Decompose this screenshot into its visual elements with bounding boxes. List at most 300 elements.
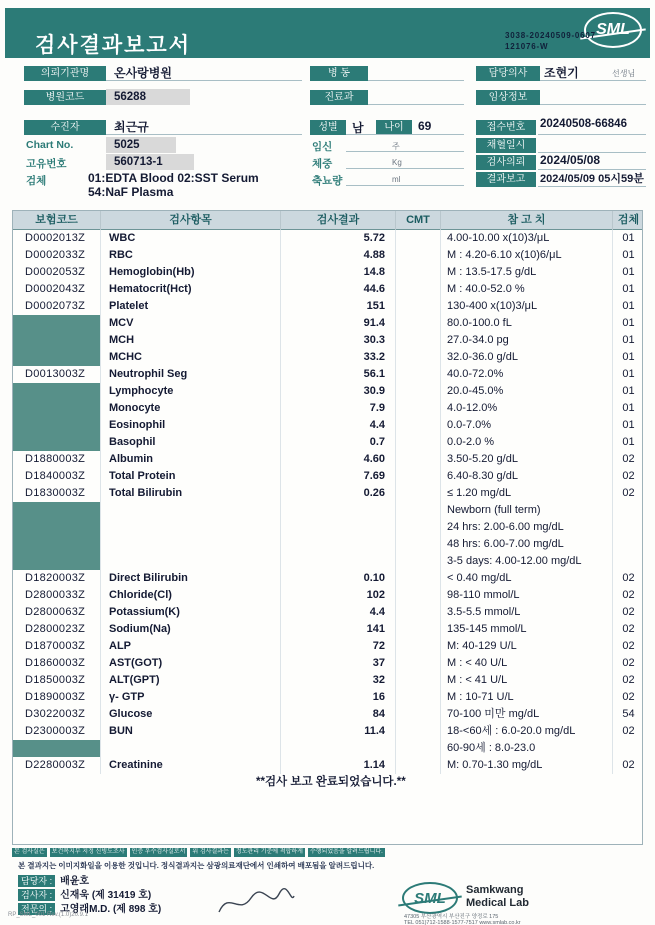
cell-ref: 3.5-5.5 mmol/L bbox=[441, 604, 613, 621]
cell-result: 0.10 bbox=[281, 570, 396, 587]
cell-code bbox=[13, 536, 101, 553]
column-header-spec: 검체 bbox=[617, 214, 640, 226]
staff-role-label: 담당자 : bbox=[18, 875, 55, 887]
cell-code bbox=[13, 417, 101, 434]
cell-ref: 32.0-36.0 g/dL bbox=[441, 349, 613, 366]
receipt-value: 20240508-66846 bbox=[540, 118, 627, 130]
cell-code: D1850003Z bbox=[13, 672, 101, 689]
reference-number-line2: 121076-W bbox=[505, 42, 549, 51]
cell-spec: 01 bbox=[622, 249, 635, 261]
age-value: 69 bbox=[418, 119, 432, 133]
cell-item: MCH bbox=[101, 332, 281, 349]
staff-role-label: 검사자 : bbox=[18, 889, 55, 901]
cell-ref: 40.0-72.0% bbox=[441, 366, 613, 383]
cell-item: Total Protein bbox=[101, 468, 281, 485]
lab-address bbox=[404, 914, 634, 925]
cell-result: 11.4 bbox=[281, 723, 396, 740]
cell-spec: 02 bbox=[622, 674, 635, 686]
cell-code bbox=[13, 434, 101, 451]
cell-cmt bbox=[396, 638, 441, 655]
cell-cmt bbox=[396, 281, 441, 298]
chart-no-value: 5025 bbox=[106, 137, 176, 153]
cell-item: Eosinophil bbox=[101, 417, 281, 434]
table-row bbox=[13, 400, 642, 417]
cell-item: Sodium(Na) bbox=[101, 621, 281, 638]
cell-result: 102 bbox=[281, 587, 396, 604]
staff-line bbox=[18, 874, 161, 887]
table-row bbox=[13, 740, 642, 757]
hospital-code-value: 56288 bbox=[106, 89, 190, 105]
doctor-label: 담당의사 bbox=[476, 66, 540, 81]
cell-code: D0002013Z bbox=[13, 230, 101, 247]
ward-label: 병 동 bbox=[310, 66, 368, 81]
cell-result bbox=[281, 740, 396, 757]
cell-cmt bbox=[396, 689, 441, 706]
specimen-label: 검체 bbox=[26, 175, 47, 187]
cell-result: 141 bbox=[281, 621, 396, 638]
cell-result: 33.2 bbox=[281, 349, 396, 366]
specimen-line1: 01:EDTA Blood 02:SST Serum bbox=[88, 171, 259, 185]
cell-ref: 130-400 x(10)3/μL bbox=[441, 298, 613, 315]
table-row bbox=[13, 349, 642, 366]
cell-code: D0002073Z bbox=[13, 298, 101, 315]
lab-logo-text: SML bbox=[414, 889, 446, 907]
table-row bbox=[13, 689, 642, 706]
cell-spec: 54 bbox=[622, 708, 635, 720]
staff-block bbox=[18, 874, 161, 916]
table-row bbox=[13, 332, 642, 349]
cell-result: 44.6 bbox=[281, 281, 396, 298]
clinical-info-field bbox=[540, 87, 646, 105]
cell-code: D2800033Z bbox=[13, 587, 101, 604]
cell-item: Creatinine bbox=[101, 757, 281, 774]
cell-item bbox=[101, 553, 281, 570]
reported-label: 결과보고 bbox=[476, 172, 536, 187]
cell-item: γ- GTP bbox=[101, 689, 281, 706]
lab-name bbox=[466, 884, 529, 910]
cell-result: 84 bbox=[281, 706, 396, 723]
cell-code bbox=[13, 315, 101, 332]
cell-cmt bbox=[396, 706, 441, 723]
requested-label: 검사의뢰 bbox=[476, 155, 536, 170]
cell-result: 30.3 bbox=[281, 332, 396, 349]
cell-cmt bbox=[396, 757, 441, 774]
cell-cmt bbox=[396, 366, 441, 383]
cell-spec: 02 bbox=[622, 589, 635, 601]
cell-item: WBC bbox=[101, 230, 281, 247]
cell-item: MCV bbox=[101, 315, 281, 332]
cell-item: Neutrophil Seg bbox=[101, 366, 281, 383]
cell-item: Monocyte bbox=[101, 400, 281, 417]
cell-item: ALT(GPT) bbox=[101, 672, 281, 689]
cell-code: D1880003Z bbox=[13, 451, 101, 468]
cell-item: AST(GOT) bbox=[101, 655, 281, 672]
cell-spec: 01 bbox=[622, 283, 635, 295]
cell-result: 30.9 bbox=[281, 383, 396, 400]
cell-result: 5.72 bbox=[281, 230, 396, 247]
cell-result: 14.8 bbox=[281, 264, 396, 281]
cell-cmt bbox=[396, 570, 441, 587]
pregnancy-unit: 주 bbox=[392, 142, 400, 151]
weight-underline bbox=[346, 153, 464, 169]
table-row bbox=[13, 655, 642, 672]
cell-cmt bbox=[396, 723, 441, 740]
table-row bbox=[13, 519, 642, 536]
weight-label: 체중 bbox=[312, 158, 333, 170]
cell-code bbox=[13, 519, 101, 536]
table-row bbox=[13, 757, 642, 774]
cell-result: 4.60 bbox=[281, 451, 396, 468]
cell-ref: ≤ 1.20 mg/dL bbox=[441, 485, 613, 502]
cell-ref: M : 13.5-17.5 g/dL bbox=[441, 264, 613, 281]
table-row bbox=[13, 468, 642, 485]
patient-name-value: 최근규 bbox=[114, 120, 149, 134]
cell-cmt bbox=[396, 434, 441, 451]
lab-logo bbox=[402, 882, 458, 914]
table-row bbox=[13, 502, 642, 519]
cell-ref: 3.50-5.20 g/dL bbox=[441, 451, 613, 468]
cell-item: Direct Bilirubin bbox=[101, 570, 281, 587]
disclaimer-segment: 인증 우수검사실로서 bbox=[131, 849, 186, 855]
receipt-label: 접수번호 bbox=[476, 120, 536, 135]
results-table bbox=[12, 210, 643, 845]
specimen-line2: 54:NaF Plasma bbox=[88, 185, 174, 199]
table-row bbox=[13, 638, 642, 655]
cell-spec: 02 bbox=[622, 623, 635, 635]
reference-number bbox=[505, 30, 596, 52]
cell-ref: M : < 40 U/L bbox=[441, 655, 613, 672]
cell-cmt bbox=[396, 740, 441, 757]
cell-ref: M : 10-71 U/L bbox=[441, 689, 613, 706]
disclaimer-fine-print bbox=[12, 848, 643, 857]
cell-item: Hematocrit(Hct) bbox=[101, 281, 281, 298]
table-row bbox=[13, 587, 642, 604]
cell-spec: 01 bbox=[622, 368, 635, 380]
table-row bbox=[13, 230, 642, 247]
cell-item: ALP bbox=[101, 638, 281, 655]
cell-code bbox=[13, 400, 101, 417]
table-row bbox=[13, 706, 642, 723]
cell-item: Basophil bbox=[101, 434, 281, 451]
cell-cmt bbox=[396, 451, 441, 468]
patient-name-field bbox=[106, 117, 302, 135]
cell-code: D2800063Z bbox=[13, 604, 101, 621]
cell-spec: 02 bbox=[622, 759, 635, 771]
page-title: 검사결과보고서 bbox=[35, 34, 192, 57]
cell-spec: 01 bbox=[622, 232, 635, 244]
cell-spec bbox=[613, 553, 644, 570]
cell-ref: Newborn (full term) bbox=[441, 502, 613, 519]
cell-result: 0.7 bbox=[281, 434, 396, 451]
cell-code: D0002043Z bbox=[13, 281, 101, 298]
document-code: RP_SML_001 Rev.(1.0)20.9.1 bbox=[8, 912, 88, 918]
table-row bbox=[13, 570, 642, 587]
cell-item: Glucose bbox=[101, 706, 281, 723]
pregnancy-underline bbox=[346, 136, 464, 152]
table-row bbox=[13, 247, 642, 264]
cell-code: D1830003Z bbox=[13, 485, 101, 502]
cell-cmt bbox=[396, 383, 441, 400]
cell-result: 32 bbox=[281, 672, 396, 689]
cell-spec: 01 bbox=[622, 402, 635, 414]
cell-item bbox=[101, 536, 281, 553]
table-row bbox=[13, 672, 642, 689]
disclaimer-segment: 수행되었음을 알려드립니다. bbox=[309, 849, 383, 855]
staff-role-label: 전문의 : bbox=[18, 903, 55, 915]
cell-cmt bbox=[396, 417, 441, 434]
department-field bbox=[368, 87, 464, 105]
cell-item: Lymphocyte bbox=[101, 383, 281, 400]
column-header-result: 검사결과 bbox=[281, 211, 396, 230]
cell-code: D2300003Z bbox=[13, 723, 101, 740]
cell-cmt bbox=[396, 400, 441, 417]
disclaimer-segment: 위 검사결과는 bbox=[192, 849, 229, 855]
cell-spec bbox=[613, 536, 644, 553]
cell-cmt bbox=[396, 621, 441, 638]
disclaimer-segment: 보건복지부 지정 신빙도조사 bbox=[51, 849, 125, 855]
cell-cmt bbox=[396, 485, 441, 502]
disclaimer-segment: 정도관리 기준에 적합하게 bbox=[235, 849, 303, 855]
pregnancy-label: 임신 bbox=[312, 141, 333, 153]
lab-address-line2: TEL 051)712-1588·1577-7517 www.smlab.co.kr bbox=[404, 920, 521, 925]
table-row bbox=[13, 383, 642, 400]
lab-name-line2: Medical Lab bbox=[466, 897, 529, 909]
uid-value: 560713-1 bbox=[106, 154, 194, 170]
cell-cmt bbox=[396, 468, 441, 485]
requested-field bbox=[538, 152, 646, 170]
cell-code: D1860003Z bbox=[13, 655, 101, 672]
table-row bbox=[13, 723, 642, 740]
staff-name-value: 배윤호 bbox=[60, 876, 90, 887]
cell-code: D3022003Z bbox=[13, 706, 101, 723]
table-row bbox=[13, 417, 642, 434]
cell-result bbox=[281, 536, 396, 553]
cell-code: D2800023Z bbox=[13, 621, 101, 638]
cell-item: Potassium(K) bbox=[101, 604, 281, 621]
cell-item: RBC bbox=[101, 247, 281, 264]
cell-item: Hemoglobin(Hb) bbox=[101, 264, 281, 281]
doctor-field bbox=[540, 63, 646, 81]
cell-ref: 4.0-12.0% bbox=[441, 400, 613, 417]
cell-cmt bbox=[396, 298, 441, 315]
cell-result: 4.88 bbox=[281, 247, 396, 264]
gender-age-underline bbox=[346, 118, 464, 135]
table-row bbox=[13, 553, 642, 570]
cell-result: 37 bbox=[281, 655, 396, 672]
cell-code: D1820003Z bbox=[13, 570, 101, 587]
cell-result: 1.14 bbox=[281, 757, 396, 774]
cell-spec: 01 bbox=[622, 351, 635, 363]
cell-cmt bbox=[396, 672, 441, 689]
cell-cmt bbox=[396, 264, 441, 281]
cell-cmt bbox=[396, 536, 441, 553]
cell-ref: 60-90세 : 8.0-23.0 bbox=[441, 740, 613, 757]
cell-cmt bbox=[396, 553, 441, 570]
uid-label: 고유번호 bbox=[26, 158, 67, 170]
cell-result bbox=[281, 553, 396, 570]
cell-spec: 01 bbox=[622, 334, 635, 346]
cell-ref: 20.0-45.0% bbox=[441, 383, 613, 400]
cell-spec: 01 bbox=[622, 436, 635, 448]
collected-field bbox=[538, 135, 646, 153]
cell-spec: 02 bbox=[622, 606, 635, 618]
cell-result: 91.4 bbox=[281, 315, 396, 332]
cell-code: D0002033Z bbox=[13, 247, 101, 264]
cell-spec: 01 bbox=[622, 300, 635, 312]
cell-item: Albumin bbox=[101, 451, 281, 468]
cell-ref: 3-5 days: 4.00-12.00 mg/dL bbox=[441, 553, 613, 570]
table-row bbox=[13, 536, 642, 553]
cell-ref: 80.0-100.0 fL bbox=[441, 315, 613, 332]
org-value: 온사랑병원 bbox=[114, 66, 172, 80]
table-row bbox=[13, 315, 642, 332]
urine-unit: ml bbox=[392, 175, 401, 184]
gender-label: 성별 bbox=[310, 120, 346, 135]
cell-ref: M : < 41 U/L bbox=[441, 672, 613, 689]
cell-ref: 135-145 mmol/L bbox=[441, 621, 613, 638]
cell-item: Total Bilirubin bbox=[101, 485, 281, 502]
cell-spec bbox=[613, 502, 644, 519]
table-message-row bbox=[13, 774, 642, 791]
cell-spec bbox=[613, 519, 644, 536]
cell-code bbox=[13, 383, 101, 400]
cell-spec: 01 bbox=[622, 317, 635, 329]
results-table-header bbox=[13, 211, 642, 230]
disclaimer-segment: 본 검사실은 bbox=[14, 849, 45, 855]
cell-ref: 6.40-8.30 g/dL bbox=[441, 468, 613, 485]
cell-cmt bbox=[396, 230, 441, 247]
cell-item: MCHC bbox=[101, 349, 281, 366]
gender-value: 남 bbox=[352, 121, 364, 135]
reported-field bbox=[538, 169, 646, 187]
receipt-field bbox=[538, 117, 646, 135]
cell-code: D2280003Z bbox=[13, 757, 101, 774]
cell-item: Chloride(Cl) bbox=[101, 587, 281, 604]
cell-cmt bbox=[396, 315, 441, 332]
cell-result: 72 bbox=[281, 638, 396, 655]
clinical-info-label: 임상정보 bbox=[476, 90, 540, 105]
column-header-item: 검사항목 bbox=[101, 211, 281, 230]
cell-code bbox=[13, 332, 101, 349]
table-row bbox=[13, 451, 642, 468]
cell-code: D1890003Z bbox=[13, 689, 101, 706]
doctor-value: 조현기 bbox=[544, 66, 579, 80]
hospital-code-label: 병원코드 bbox=[24, 90, 106, 105]
weight-unit: Kg bbox=[392, 158, 402, 167]
reference-number-line1: 3038-20240509-0607 bbox=[505, 31, 596, 40]
table-row bbox=[13, 298, 642, 315]
cell-spec: 02 bbox=[622, 691, 635, 703]
reported-value: 2024/05/09 05시59분 bbox=[540, 173, 644, 185]
urine-underline bbox=[346, 170, 464, 186]
cell-spec: 02 bbox=[622, 487, 635, 499]
cell-spec: 02 bbox=[622, 640, 635, 652]
collected-label: 채혈일시 bbox=[476, 138, 536, 153]
table-row bbox=[13, 621, 642, 638]
cell-result: 16 bbox=[281, 689, 396, 706]
column-header-ref: 참 고 치 bbox=[441, 211, 613, 230]
cell-code: D1840003Z bbox=[13, 468, 101, 485]
cell-result: 4.4 bbox=[281, 604, 396, 621]
cell-code bbox=[13, 740, 101, 757]
staff-name-value: 고영래M.D. (제 898 호) bbox=[60, 904, 162, 915]
table-row bbox=[13, 366, 642, 383]
disclaimer-line: 본 결과지는 이미지화일을 이용한 것입니다. 정식결과지는 삼광의료재단에서 인쇄하여 배포됨을 알려드립니다. bbox=[18, 861, 375, 870]
cell-item: Platelet bbox=[101, 298, 281, 315]
cell-spec: 02 bbox=[622, 470, 635, 482]
cell-ref: 24 hrs: 2.00-6.00 mg/dL bbox=[441, 519, 613, 536]
requested-value: 2024/05/08 bbox=[540, 153, 601, 167]
sml-logo-text: SML bbox=[596, 21, 630, 38]
table-row bbox=[13, 264, 642, 281]
staff-name-value: 신재욱 (제 31419 호) bbox=[60, 890, 152, 901]
cell-ref: 18-<60세 : 6.0-20.0 mg/dL bbox=[441, 723, 613, 740]
doctor-suffix: 선생님 bbox=[612, 69, 636, 78]
cell-code bbox=[13, 553, 101, 570]
cell-result: 0.26 bbox=[281, 485, 396, 502]
cell-cmt bbox=[396, 247, 441, 264]
cell-code bbox=[13, 349, 101, 366]
cell-ref: 70-100 미만 mg/dL bbox=[441, 706, 613, 723]
cell-spec: 02 bbox=[622, 725, 635, 737]
cell-ref: 27.0-34.0 pg bbox=[441, 332, 613, 349]
cell-result bbox=[281, 502, 396, 519]
department-label: 진료과 bbox=[310, 90, 368, 105]
cell-result bbox=[281, 519, 396, 536]
cell-spec: 01 bbox=[622, 419, 635, 431]
cell-cmt bbox=[396, 502, 441, 519]
cell-ref: < 0.40 mg/dL bbox=[441, 570, 613, 587]
cell-ref: M: 40-129 U/L bbox=[441, 638, 613, 655]
cell-result: 7.69 bbox=[281, 468, 396, 485]
cell-spec: 02 bbox=[622, 453, 635, 465]
cell-result: 4.4 bbox=[281, 417, 396, 434]
org-label: 의뢰기관명 bbox=[24, 66, 106, 81]
table-row bbox=[13, 485, 642, 502]
patient-name-label: 수진자 bbox=[24, 120, 106, 135]
cell-result: 56.1 bbox=[281, 366, 396, 383]
report-complete-message: **검사 보고 완료되었습니다.** bbox=[256, 776, 406, 788]
column-header-code: 보험코드 bbox=[13, 211, 101, 230]
cell-item bbox=[101, 740, 281, 757]
cell-cmt bbox=[396, 587, 441, 604]
cell-ref: M : 40.0-52.0 % bbox=[441, 281, 613, 298]
cell-spec: 02 bbox=[622, 572, 635, 584]
ward-field bbox=[368, 63, 464, 81]
column-header-cmt: CMT bbox=[396, 211, 441, 230]
table-row bbox=[13, 604, 642, 621]
table-row bbox=[13, 281, 642, 298]
cell-cmt bbox=[396, 519, 441, 536]
urine-label: 축뇨량 bbox=[312, 175, 343, 187]
cell-ref: 0.0-7.0% bbox=[441, 417, 613, 434]
lab-name-line1: Samkwang bbox=[466, 884, 524, 896]
staff-line bbox=[18, 888, 161, 901]
cell-ref: M : 4.20-6.10 x(10)6/μL bbox=[441, 247, 613, 264]
table-row bbox=[13, 434, 642, 451]
cell-cmt bbox=[396, 332, 441, 349]
cell-result: 151 bbox=[281, 298, 396, 315]
cell-item bbox=[101, 502, 281, 519]
cell-code: D0002053Z bbox=[13, 264, 101, 281]
cell-ref: 98-110 mmol/L bbox=[441, 587, 613, 604]
age-label: 나이 bbox=[376, 120, 412, 135]
cell-cmt bbox=[396, 349, 441, 366]
cell-spec: 02 bbox=[622, 657, 635, 669]
results-table-body bbox=[13, 230, 642, 791]
cell-ref: M: 0.70-1.30 mg/dL bbox=[441, 757, 613, 774]
cell-code: D1870003Z bbox=[13, 638, 101, 655]
